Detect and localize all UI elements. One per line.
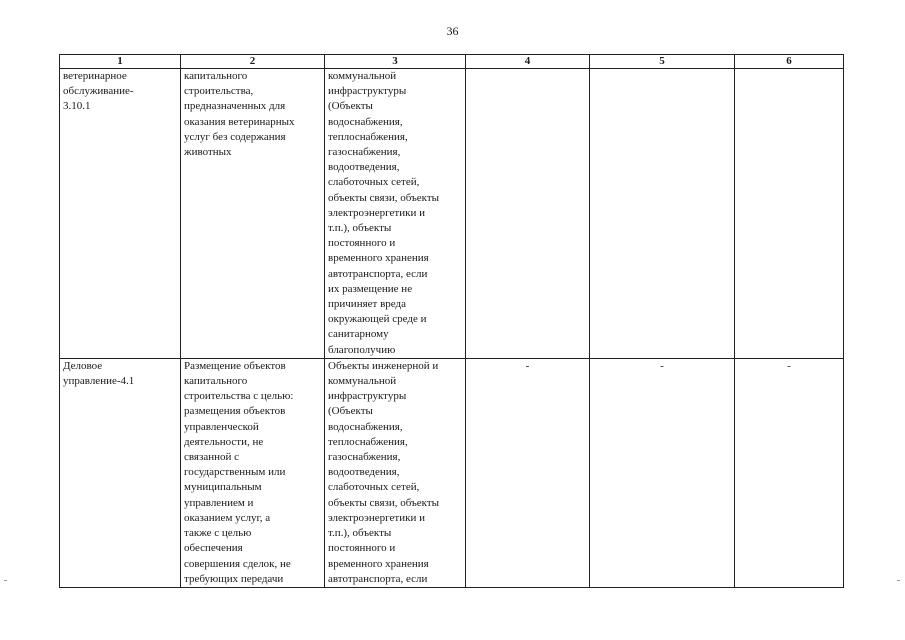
column-header-2: 2 [181, 55, 325, 69]
table-cell-col6: - [735, 358, 844, 587]
table-cell-col5: - [590, 358, 735, 587]
scan-artifact [4, 580, 7, 581]
page-number: 36 [446, 24, 459, 38]
table-cell-auxiliary-objects: коммунальной инфраструктуры (Объекты водоснабжения, теплоснабжения, газоснабжения, водоотведения, слаботочных сетей, объекты связи, объекты электроэнергетики и т.п.), объекты постоянного и временного хранения автотранспорта, если их размещение не причиняет вреда окружающей среде и санитарному благополучию [325, 69, 466, 359]
column-header-6: 6 [735, 55, 844, 69]
table-cell-use-type: ветеринарное обслуживание- 3.10.1 [60, 69, 181, 359]
table-cell-use-type: Деловое управление-4.1 [60, 358, 181, 587]
scan-artifact [897, 580, 900, 581]
table-row [60, 69, 844, 359]
column-header-3: 3 [325, 55, 466, 69]
table-header-row [60, 55, 844, 69]
table-cell-description: капитального строительства, предназначенных для оказания ветеринарных услуг без содержания животных [181, 69, 325, 359]
column-header-4: 4 [466, 55, 590, 69]
table-cell-col4: - [466, 358, 590, 587]
table-row [60, 358, 844, 587]
table-cell-col4 [466, 69, 590, 359]
table-cell-col6 [735, 69, 844, 359]
table-cell-col5 [590, 69, 735, 359]
table-cell-auxiliary-objects: Объекты инженерной и коммунальной инфраструктуры (Объекты водоснабжения, теплоснабжения, газоснабжения, водоотведения, слаботочных сетей, объекты связи, объекты электроэнергетики и т.п.), объекты постоянного и временного хранения автотранспорта, если [325, 358, 466, 587]
table-cell-description: Размещение объектов капитального строительства с целью: размещения объектов управленческой деятельности, не связанной с государственным или муниципальным управлением и оказанием услуг, а также с целью обеспечения совершения сделок, не требующих передачи [181, 358, 325, 587]
land-use-table [59, 54, 844, 588]
column-header-1: 1 [60, 55, 181, 69]
column-header-5: 5 [590, 55, 735, 69]
